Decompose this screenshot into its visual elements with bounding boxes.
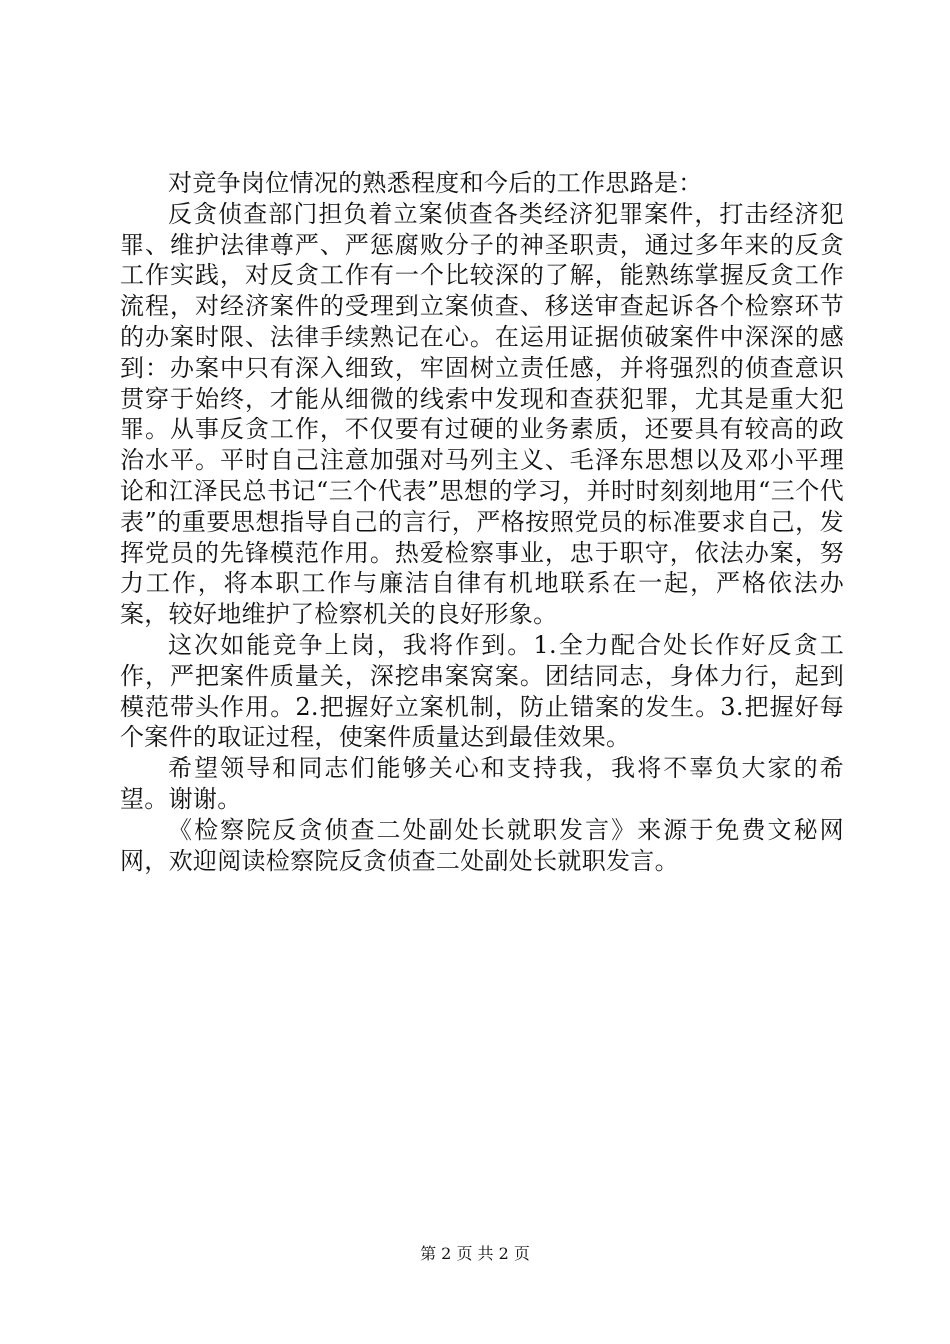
- paragraph-intro: 对竞争岗位情况的熟悉程度和今后的工作思路是：: [168, 169, 703, 197]
- document-body: [120, 168, 844, 876]
- paragraph-source-note: 《检察院反贪侦查二处副处长就职发言》来源于免费文秘网网，欢迎阅读检察院反贪侦查二处副处长就职发言。: [120, 815, 844, 875]
- paragraph-closing: 希望领导和同志们能够关心和支持我，我将不辜负大家的希望。谢谢。: [120, 754, 844, 813]
- paragraph-work-experience: 反贪侦查部门担负着立案侦查各类经济犯罪案件，打击经济犯罪、维护法律尊严、严惩腐败分子的神圣职责，通过多年来的反贪工作实践，对反贪工作有一个比较深的了解，能熟练掌握反贪工作流程，对经济案件的受理到立案侦查、移送审查起诉各个检察环节的办案时限、法律手续熟记在心。在运用证据侦破案件中深深的感到：办案中只有深入细致，牢固树立责任感，并将强烈的侦查意识贯穿于始终，才能从细微的线索中发现和查获犯罪，尤其是重大犯罪。从事反贪工作，不仅要有过硬的业务素质，还要具有较高的政治水平。平时自己注意加强对马列主义、毛泽东思想以及邓小平理论和江泽民总书记“三个代表”思想的学习，并时时刻刻地用“三个代表”的重要思想指导自己的言行，严格按照党员的标准要求自己，发挥党员的先锋模范作用。热爱检察事业，忠于职守，依法办案，努力工作，将本职工作与廉洁自律有机地联系在一起，严格依法办案，较好地维护了检察机关的良好形象。: [120, 199, 844, 629]
- page-footer: 第 2 页 共 2 页: [420, 1244, 530, 1263]
- paragraph-plans: 这次如能竞争上岗，我将作到。1.全力配合处长作好反贪工作，严把案件质量关，深挖串案窝案。团结同志，身体力行，起到模范带头作用。2.把握好立案机制，防止错案的发生。3.把握好每个案件的取证过程，使案件质量达到最佳效果。: [120, 630, 844, 752]
